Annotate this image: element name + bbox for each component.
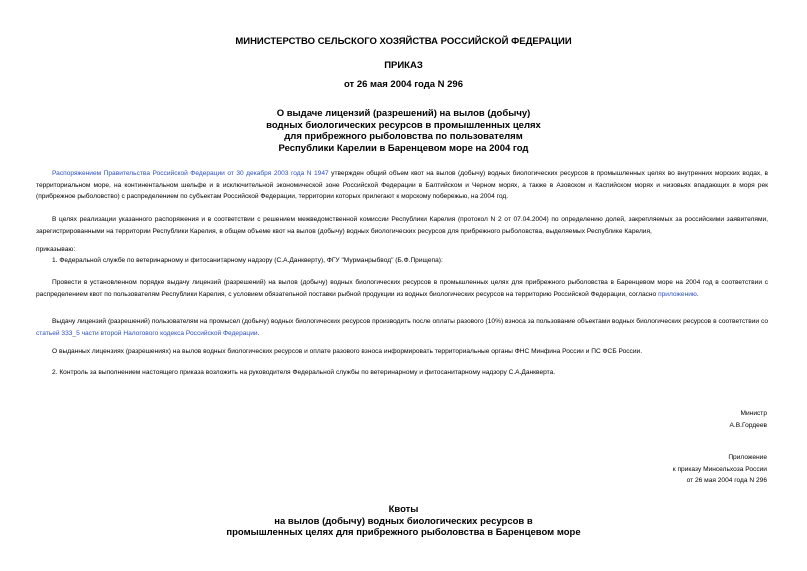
appendix-link[interactable]: приложению xyxy=(658,290,697,298)
doc-type: ПРИКАЗ xyxy=(384,60,423,71)
government-order-link[interactable]: Распоряжением Правительства Российской Федерации от 30 декабря 2003 года N 1947 xyxy=(52,170,329,177)
paragraph-end: . xyxy=(696,290,699,298)
title-line: водных биологических ресурсов в промышленных целях xyxy=(266,119,541,131)
appendix-title-line: на вылов (добычу) водных биологических ресурсов в xyxy=(274,515,533,527)
paragraph-4 xyxy=(36,316,768,339)
ministry-heading: МИНИСТЕРСТВО СЕЛЬСКОГО ХОЗЯЙСТВА РОССИЙСКОЙ ФЕДЕРАЦИИ xyxy=(235,36,572,47)
appendix-title-line: Квоты xyxy=(388,504,419,515)
appendix-title-line: промышленных целях для прибрежного рыболовства в Баренцевом море xyxy=(226,527,581,538)
doc-date-number: от 26 мая 2004 года N 296 xyxy=(343,79,464,90)
appendix-ref-line: Приложение xyxy=(728,454,767,461)
signature xyxy=(730,408,767,431)
appendix-reference xyxy=(673,452,767,487)
item-1: 1. Федеральной службе по ветеринарному и фитосанитарному надзору (С.А.Данкверту), ФГУ "Мурманрыбвод" (Б.Ф.Прищепа): xyxy=(52,257,443,264)
title-line: Республики Карелии в Баренцевом море на 2004 год xyxy=(278,142,529,154)
item-2: 2. Контроль за выполнением настоящего приказа возложить на руководителя Федеральной службы по ветеринарному и фитосанитарному надзору С.А.Данкверта. xyxy=(52,369,556,376)
paragraph-1 xyxy=(36,168,768,203)
appendix-ref-line: к приказу Минсельхоза России xyxy=(672,465,767,473)
tax-code-link[interactable]: статьей 333_5 части второй Налогового кодекса Российской Федерации xyxy=(36,329,258,337)
signature-name: А.В.Гордеев xyxy=(729,421,767,429)
paragraph-text: Провести в установленном порядке выдачу лицензий (разрешений) на вылов (добычу) водных биологических ресурсов в промышленных целях для прибрежного рыболовства в Баренцевом море на 2004 год в соответствии с распределением квот по пользователям Республики Карелия, с условием обязательной поставки рыбной продукции из водных биологических ресурсов на территорию Российской Федерации, согласно xyxy=(36,279,768,298)
paragraph-2: В целях реализации указанного распоряжения и в соответствии с решением межведомственной комиссии Республики Карелия (протокол N 2 от 07.04.2004) по определению долей, закрепляемых за российскими заявителями, зарегистрированными на территории Республики Карелия, в общем объеме квот на вылов (добычу) водных биологических ресурсов для прибрежного рыболовства, выделяемых Республике Карелия, xyxy=(36,216,768,235)
signature-position: Министр xyxy=(740,410,767,417)
paragraph-end: . xyxy=(257,329,260,337)
order-word: приказываю: xyxy=(36,246,76,253)
paragraph-3 xyxy=(36,277,768,300)
paragraph-text: утвержден общий объем квот на вылов (добычу) водных биологических ресурсов в промышленных целях во внутренних морских водах, в территориальном море, на континентальном шельфе и в исключительной экономической зоне Российской Федерации в Балтийском и Черном морях, а также в Азовском и Каспийском морях и низовьях впадающих в моря рек (прибрежное рыболовство) с распределением по субъектам Российской Федерации, территории которых прилегают к морскому побережью, на 2004 год. xyxy=(36,170,768,200)
document-title xyxy=(0,108,807,154)
title-line: для прибрежного рыболовства по пользователям xyxy=(284,131,523,142)
paragraph-5: О выданных лицензиях (разрешениях) на вылов водных биологических ресурсов и оплате разового взноса информировать территориальные органы ФНС Минфина России и ПС ФСБ России. xyxy=(52,348,643,355)
paragraph-text: Выдачу лицензий (разрешений) пользователям на промысел (добычу) водных биологических ресурсов производить после оплаты разового (10%) взноса за пользование объектами водных биологических ресурсов в соответствии со xyxy=(52,318,768,325)
appendix-ref-line: от 26 мая 2004 года N 296 xyxy=(686,477,767,484)
title-line: О выдаче лицензий (разрешений) на вылов (добычу) xyxy=(276,108,531,119)
appendix-title xyxy=(0,504,807,539)
